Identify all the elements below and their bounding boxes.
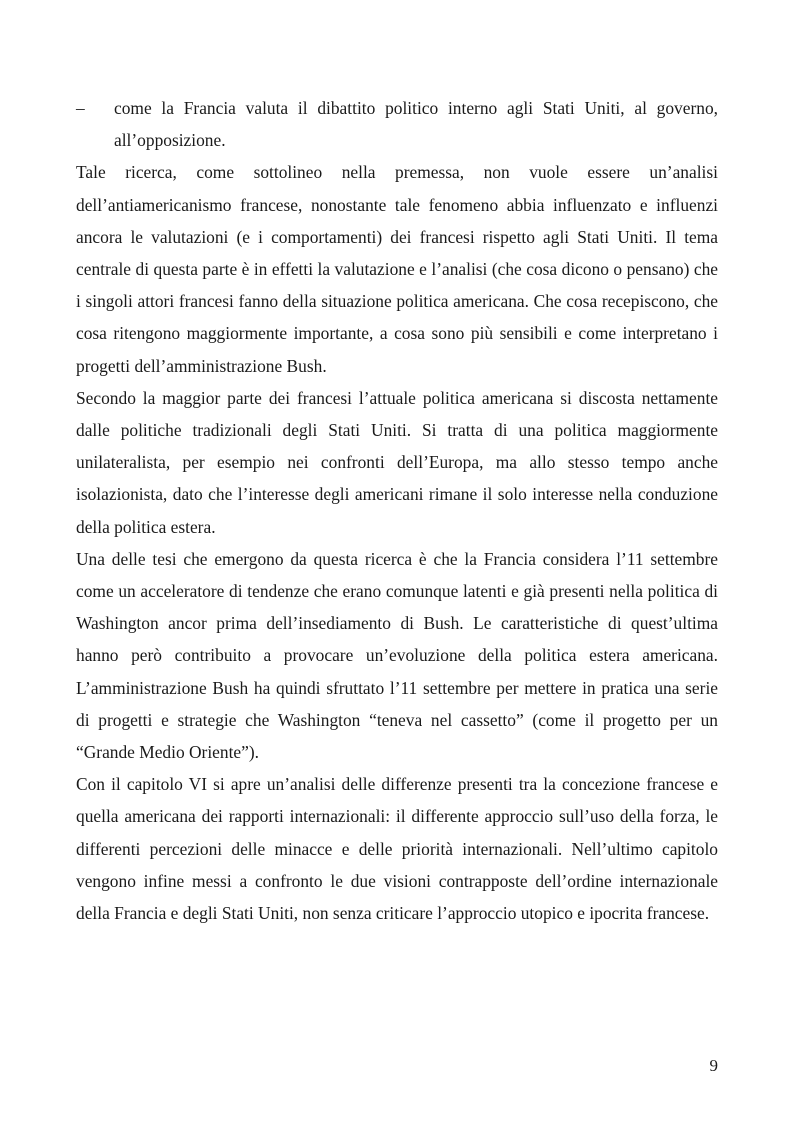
paragraph-french-view: Secondo la maggior parte dei francesi l’attuale politica americana si discosta nettamente dalle politiche tradizionali degli Stati Uniti. Si tratta di una politica maggiormente unilateralista, per esempio nei confronti dell’Europa, ma allo stesso tempo anche isolazionista, dato che l’interesse degli americani rimane il solo interesse nella conduzione della politica estera. [76, 387, 718, 537]
page-body [76, 92, 718, 929]
bullet-item [76, 92, 718, 156]
paragraph-september-11: Una delle tesi che emergono da questa ricerca è che la Francia considera l’11 settembre come un acceleratore di tendenze che erano comunque latenti e già presenti nella politica di Washington ancor prima dell’insediamento di Bush. Le caratteristiche di quest’ultima hanno però contribuito a provocare un’evoluzione della politica estera americana. L’amministrazione Bush ha quindi sfruttato l’11 settembre per mettere in pratica una serie di progetti e strategie che Washington “teneva nel cassetto” (come il progetto per un “Grande Medio Oriente”). [76, 548, 718, 763]
page-number: 9 [709, 1056, 718, 1075]
paragraph-chapter-six: Con il capitolo VI si apre un’analisi delle differenze presenti tra la concezione francese e quella americana dei rapporti internazionali: il differente approccio sull’uso della forza, le differenti percezioni delle minacce e delle priorità internazionali. Nell’ultimo capitolo vengono infine messi a confronto le due visioni contrapposte dell’ordine internazionale della Francia e degli Stati Uniti, non senza criticare l’approccio utopico e ipocrita francese. [76, 774, 718, 924]
dash-bullet-icon: – [76, 98, 85, 118]
bullet-text: come la Francia valuta il dibattito politico interno agli Stati Uniti, al governo, all’opposizione. [114, 98, 718, 151]
paragraph-research-scope: Tale ricerca, come sottolineo nella premessa, non vuole essere un’analisi dell’antiamericanismo francese, nonostante tale fenomeno abbia influenzato e influenzi ancora le valutazioni (e i comportamenti) dei francesi rispetto agli Stati Uniti. Il tema centrale di questa parte è in effetti la valutazione e l’analisi (che cosa dicono o pensano) che i singoli attori francesi fanno della situazione politica americana. Che cosa recepiscono, che cosa ritengono maggiormente importante, a cosa sono più sensibili e come interpretano i progetti dell’amministrazione Bush. [76, 162, 718, 376]
